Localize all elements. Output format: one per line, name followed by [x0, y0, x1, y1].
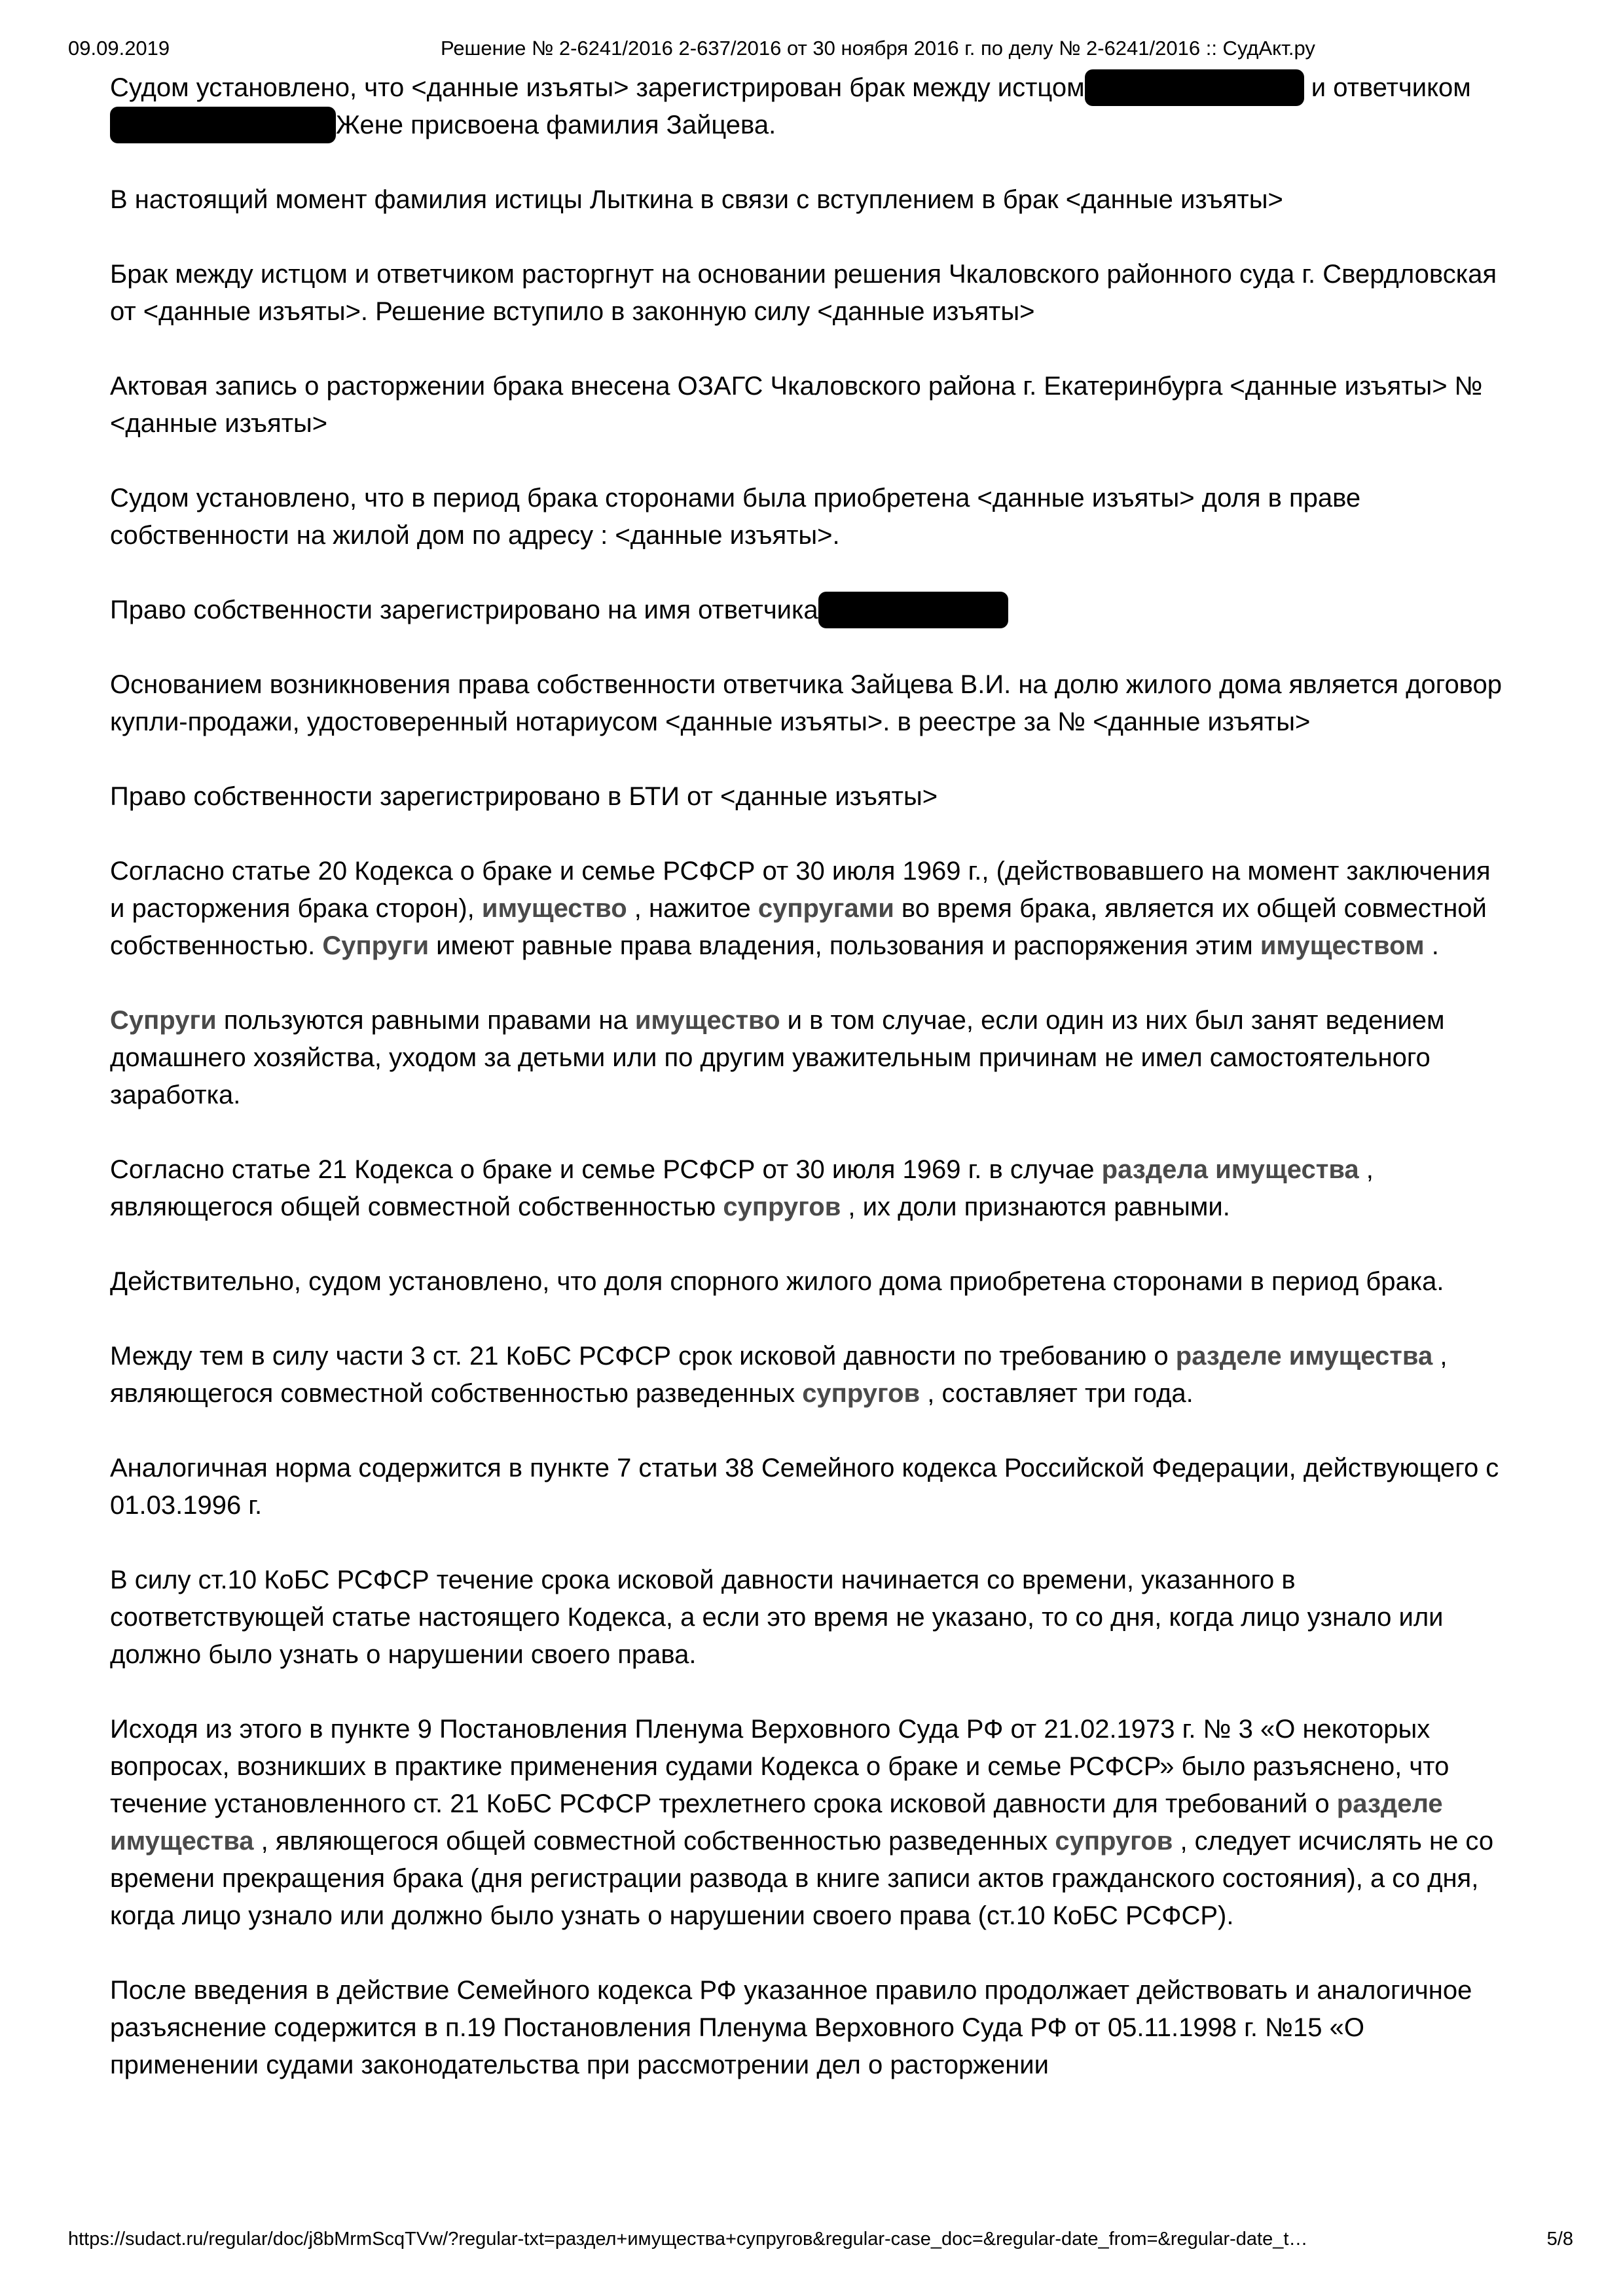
text-run: , следует исчислять не со времени прекращения брака (дня регистрации развода в книге записи актов гражданского состояния), а со дня, когда лицо узнало или должно было узнать о нарушении своего права (ст.10 КоБС РСФСР). — [110, 1827, 1494, 1930]
text-run: Действительно, судом установлено, что доля спорного жилого дома приобретена сторонами в период брака. — [110, 1267, 1444, 1296]
text-run: Согласно статье 20 Кодекса о браке и семье РСФСР от 30 июля 1969 г., (действовавшего на момент заключения и расторжения брака сторон), — [110, 857, 1491, 923]
text-run: , их доли признаются равными. — [841, 1193, 1230, 1221]
text-run: , составляет три года. — [920, 1379, 1194, 1408]
document-title: Решение № 2-6241/2016 2-637/2016 от 30 ноября 2016 г. по делу № 2-6241/2016 :: СудАкт.ру — [441, 37, 1315, 60]
search-term-highlight: супругов — [802, 1379, 921, 1408]
redaction-box — [110, 107, 336, 143]
page-header — [68, 37, 1555, 64]
paragraph — [110, 592, 1511, 629]
text-run: Жене присвоена фамилия Зайцева. — [336, 111, 776, 139]
text-run: В настоящий момент фамилия истицы Лыткина в связи с вступлением в брак <данные изъяты> — [110, 185, 1283, 214]
text-run: Право собственности зарегистрировано на имя ответчика — [110, 596, 818, 624]
page-footer — [68, 2228, 1573, 2254]
search-term-highlight: раздела имущества — [1101, 1155, 1359, 1184]
text-run: , являющегося общей совместной собственностью разведенных — [253, 1827, 1055, 1856]
text-run: , являющегося общей совместной собственностью — [110, 1155, 1374, 1221]
paragraph — [110, 1711, 1511, 1935]
text-run: Судом установлено, что в период брака сторонами была приобретена <данные изъяты> доля в праве собственности на жилой дом по адресу : <данные изъяты>. — [110, 484, 1361, 550]
text-run: Актовая запись о расторжении брака внесена ОЗАГС Чкаловского района г. Екатеринбурга <данные изъяты> № <данные изъяты> — [110, 372, 1483, 438]
search-term-highlight: супругов — [1055, 1827, 1173, 1856]
paragraph — [110, 778, 1511, 816]
paragraph — [110, 1151, 1511, 1226]
search-term-highlight: разделе имущества — [1175, 1342, 1433, 1371]
text-run: и в том случае, если один из них был занят ведением домашнего хозяйства, уходом за детьми или по другим уважительным причинам не имел самостоятельного заработка. — [110, 1006, 1445, 1109]
text-run: во время брака, является их общей совместной собственностью. — [110, 894, 1487, 960]
search-term-highlight: разделе имущества — [110, 1789, 1443, 1856]
search-term-highlight: супругов — [723, 1193, 841, 1221]
redaction-box — [818, 592, 1008, 628]
text-run: Аналогичная норма содержится в пункте 7 статьи 38 Семейного кодекса Российской Федерации, действующего с 01.03.1996 г. — [110, 1454, 1499, 1520]
text-run: и ответчиком — [1304, 73, 1471, 102]
text-run: Согласно статье 21 Кодекса о браке и семье РСФСР от 30 июля 1969 г. в случае — [110, 1155, 1102, 1184]
paragraph — [110, 256, 1511, 331]
text-run: В силу ст.10 КоБС РСФСР течение срока исковой давности начинается со времени, указанного в соответствующей статье настоящего Кодекса, а если это время не указано, то со дня, когда лицо узнало или должно было узнать о нарушении своего права. — [110, 1566, 1444, 1669]
text-run: , являющегося совместной собственностью разведенных — [110, 1342, 1448, 1408]
paragraph — [110, 69, 1511, 144]
paragraph — [110, 1002, 1511, 1114]
search-term-highlight: Супруги — [322, 931, 429, 960]
text-run: , нажитое — [627, 894, 758, 923]
text-run: Основанием возникновения права собственности ответчика Зайцева В.И. на долю жилого дома является договор купли-продажи, удостоверенный нотариусом <данные изъяты>. в реестре за № <данные изъяты> — [110, 670, 1502, 736]
print-date: 09.09.2019 — [68, 37, 170, 60]
paragraph — [110, 1450, 1511, 1524]
text-run: . — [1424, 931, 1439, 960]
paragraph — [110, 853, 1511, 965]
paragraph — [110, 181, 1511, 219]
text-run: Исходя из этого в пункте 9 Постановления Пленума Верховного Суда РФ от 21.02.1973 г. № 3 «О некоторых вопросах, возникших в практике применения судами Кодекса о браке и семье РСФСР» было разъяснено, что течение установленного ст. 21 КоБС РСФСР трехлетнего срока исковой давности для требований о — [110, 1715, 1450, 1818]
source-url: https://sudact.ru/regular/doc/j8bMrmScqTVw/?regular-txt=раздел+имущества+супругов&regular-case_doc=&regular-date_from=&regular-date_t… — [68, 2229, 1308, 2250]
text-run: Судом установлено, что <данные изъяты> зарегистрирован брак между истцом — [110, 73, 1085, 102]
search-term-highlight: имущество — [481, 894, 627, 923]
text-run: Брак между истцом и ответчиком расторгнут на основании решения Чкаловского районного суда г. Свердловская от <данные изъяты>. Решение вступило в законную силу <данные изъяты> — [110, 260, 1497, 326]
search-term-highlight: имущество — [634, 1006, 780, 1035]
text-run: Между тем в силу части 3 ст. 21 КоБС РСФСР срок исковой давности по требованию о — [110, 1342, 1176, 1371]
paragraph — [110, 666, 1511, 741]
paragraph — [110, 1338, 1511, 1412]
paragraph — [110, 368, 1511, 442]
redaction-box — [1085, 69, 1304, 106]
text-run: имеют равные права владения, пользования и распоряжения этим — [429, 931, 1260, 960]
text-run: После введения в действие Семейного кодекса РФ указанное правило продолжает действовать и аналогичное разъяснение содержится в п.19 Постановления Пленума Верховного Суда РФ от 05.11.1998 г. №15 «О применении судами законодательства при рассмотрении дел о расторжении — [110, 1976, 1472, 2079]
search-term-highlight: Супруги — [110, 1006, 217, 1035]
page-number: 5/8 — [1546, 2229, 1573, 2250]
paragraph — [110, 480, 1511, 554]
paragraph — [110, 1263, 1511, 1300]
search-term-highlight: супругами — [757, 894, 894, 923]
search-term-highlight: имуществом — [1260, 931, 1425, 960]
paragraph — [110, 1562, 1511, 1674]
document-body — [110, 69, 1511, 2121]
text-run: пользуются равными правами на — [216, 1006, 635, 1035]
paragraph — [110, 1972, 1511, 2084]
text-run: Право собственности зарегистрировано в БТИ от <данные изъяты> — [110, 782, 938, 811]
